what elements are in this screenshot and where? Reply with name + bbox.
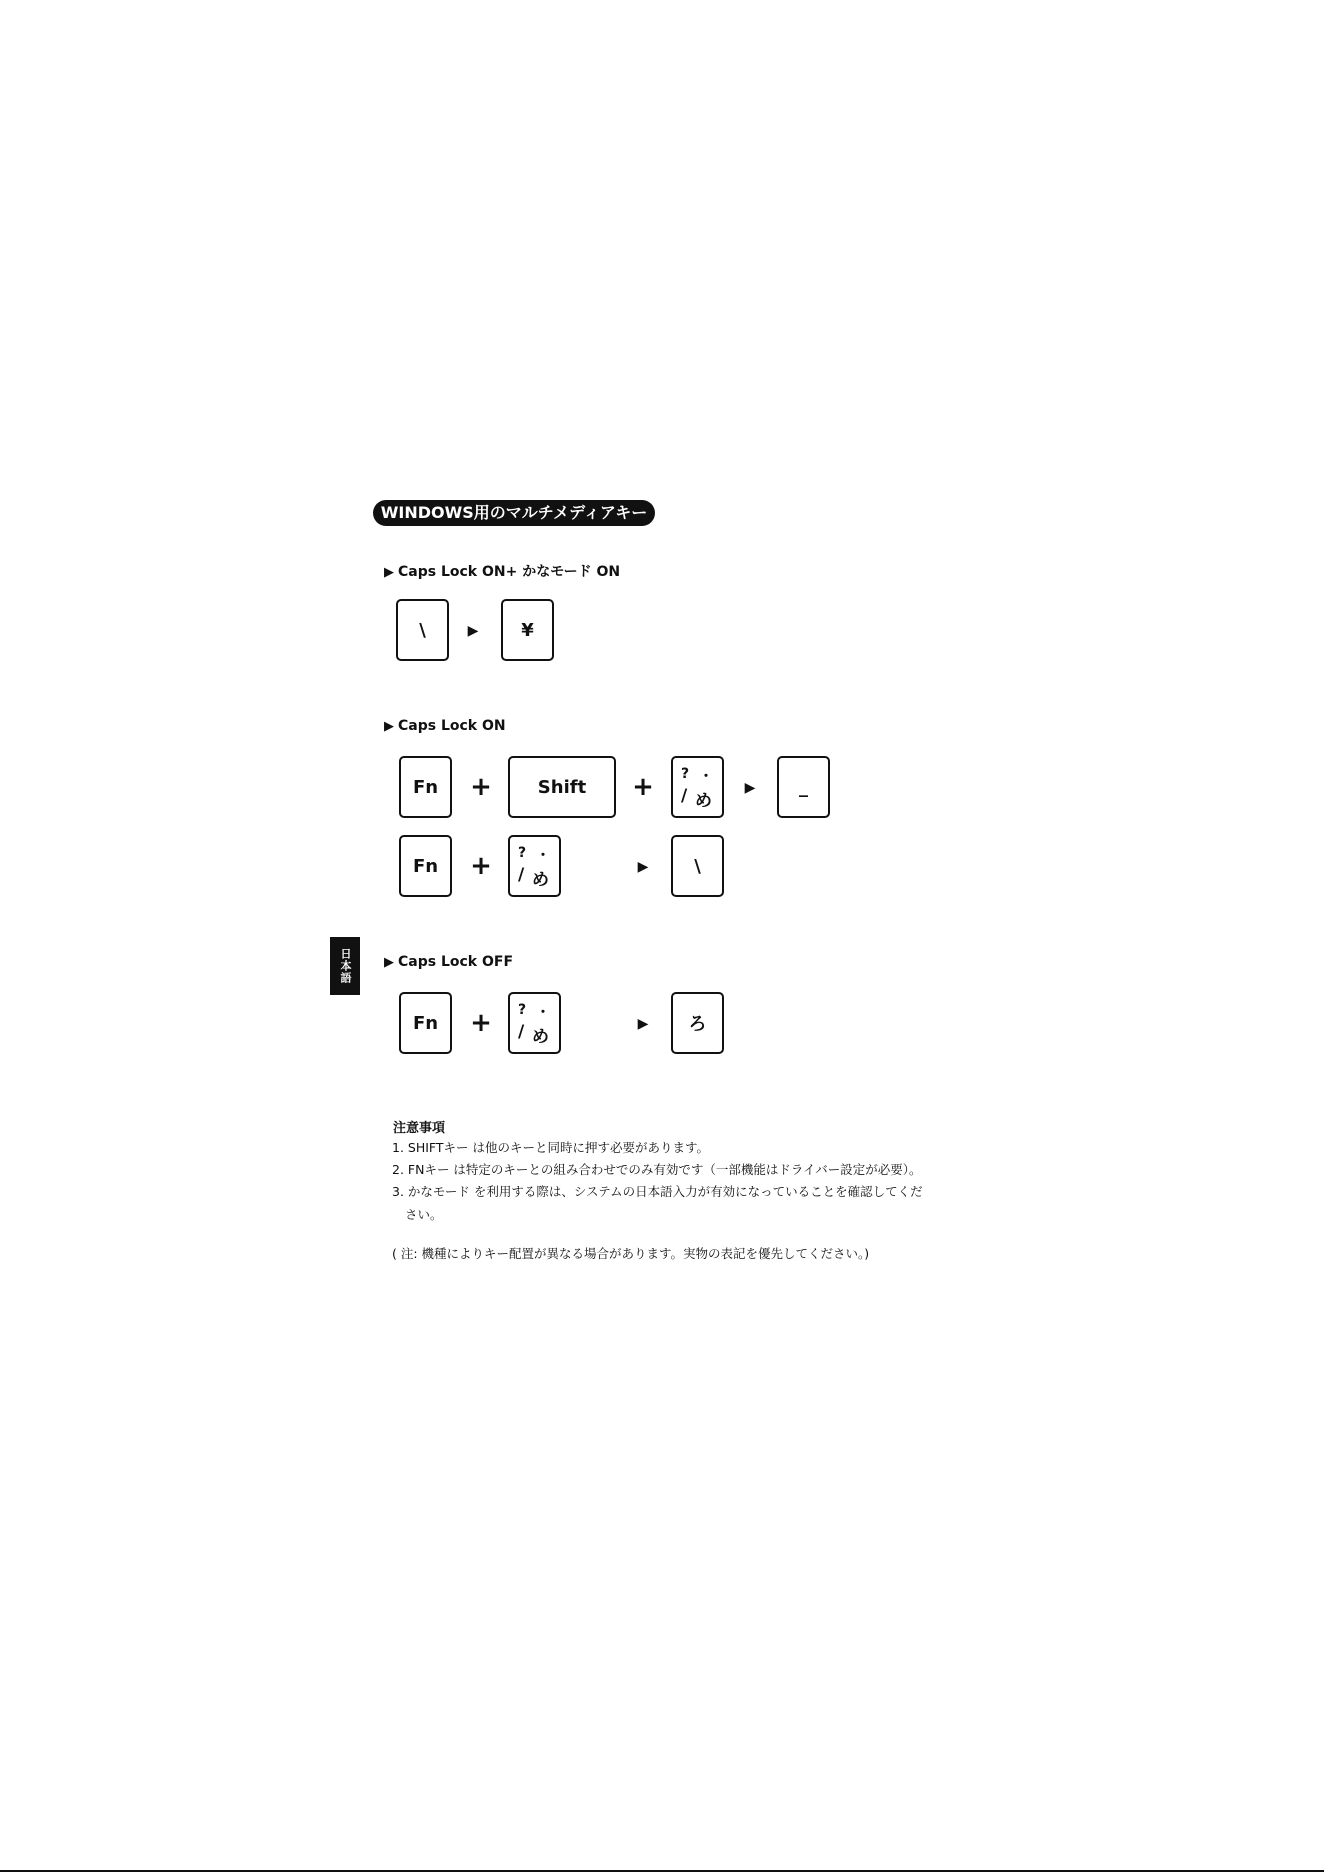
key-slash-me: [508, 992, 561, 1054]
note-item: 1. SHIFTキー は他のキーと同時に押す必要があります。: [392, 1140, 710, 1155]
key-label: ¥: [521, 619, 534, 641]
key-label: Fn: [412, 855, 439, 877]
key-legend: ・: [536, 1005, 550, 1021]
key-legend: ・: [699, 769, 713, 785]
footnote: ( 注: 機種によりキー配置が異なる場合があります。実物の表記を優先してください。): [392, 1246, 870, 1261]
key-ro: [671, 992, 724, 1054]
key-label: Shift: [537, 776, 587, 798]
key-backslash: [396, 599, 449, 661]
key-underscore: [777, 756, 830, 818]
plus-symbol: +: [632, 772, 654, 802]
plus-symbol: +: [470, 772, 492, 802]
key-slash-me: [508, 835, 561, 897]
key-backslash: [671, 835, 724, 897]
key-legend: ?: [518, 845, 527, 861]
key-legend: め: [532, 1027, 549, 1047]
play-icon: ▶: [384, 719, 394, 734]
section-heading-caps-on: [384, 718, 506, 734]
key-label: Fn: [412, 776, 439, 798]
section-heading-text: Caps Lock OFF: [398, 954, 514, 970]
play-icon: ▶: [384, 565, 394, 580]
key-shift: [508, 756, 616, 818]
key-label: Fn: [412, 1012, 439, 1034]
note-item: 3. かなモード を利用する際は、システムの日本語入力が有効になっていることを確認してくだ: [392, 1184, 923, 1199]
plus-symbol: +: [470, 851, 492, 881]
key-yen: [501, 599, 554, 661]
key-legend: ?: [518, 1002, 527, 1018]
key-fn: [399, 756, 452, 818]
arrow-right-icon: ▶: [637, 1016, 649, 1032]
key-label: _: [799, 776, 808, 798]
arrow-right-icon: ▶: [637, 859, 649, 875]
key-legend: め: [695, 791, 712, 811]
key-legend: ?: [681, 766, 690, 782]
key-label: ろ: [688, 1014, 707, 1035]
key-legend: /: [518, 1022, 525, 1042]
key-label: \: [694, 855, 701, 877]
note-item-continuation: さい。: [405, 1207, 443, 1222]
notes-title: 注意事項: [393, 1121, 446, 1136]
section-heading-text: Caps Lock ON+ かなモード ON: [398, 564, 621, 580]
section-heading-text: Caps Lock ON: [398, 718, 506, 734]
plus-symbol: +: [470, 1008, 492, 1038]
arrow-right-icon: ▶: [467, 623, 479, 639]
note-item: 2. FNキー は特定のキーとの組み合わせでのみ有効です（一部機能はドライバー設定が必要）。: [392, 1162, 922, 1177]
key-legend: /: [518, 865, 525, 885]
key-legend: ・: [536, 848, 550, 864]
key-fn: [399, 835, 452, 897]
section-heading-caps-kana: [384, 561, 620, 581]
language-tab: [330, 937, 360, 995]
play-icon: ▶: [384, 955, 394, 970]
page-title: WINDOWS用のマルチメディアキー: [373, 500, 655, 526]
key-fn: [399, 992, 452, 1054]
key-legend: /: [681, 786, 688, 806]
key-label: \: [419, 619, 426, 641]
arrow-right-icon: ▶: [744, 780, 756, 796]
key-legend: め: [532, 870, 549, 890]
key-slash-me: [671, 756, 724, 818]
section-heading-caps-off: [384, 954, 513, 970]
language-tab-label: 日本語: [339, 948, 352, 984]
